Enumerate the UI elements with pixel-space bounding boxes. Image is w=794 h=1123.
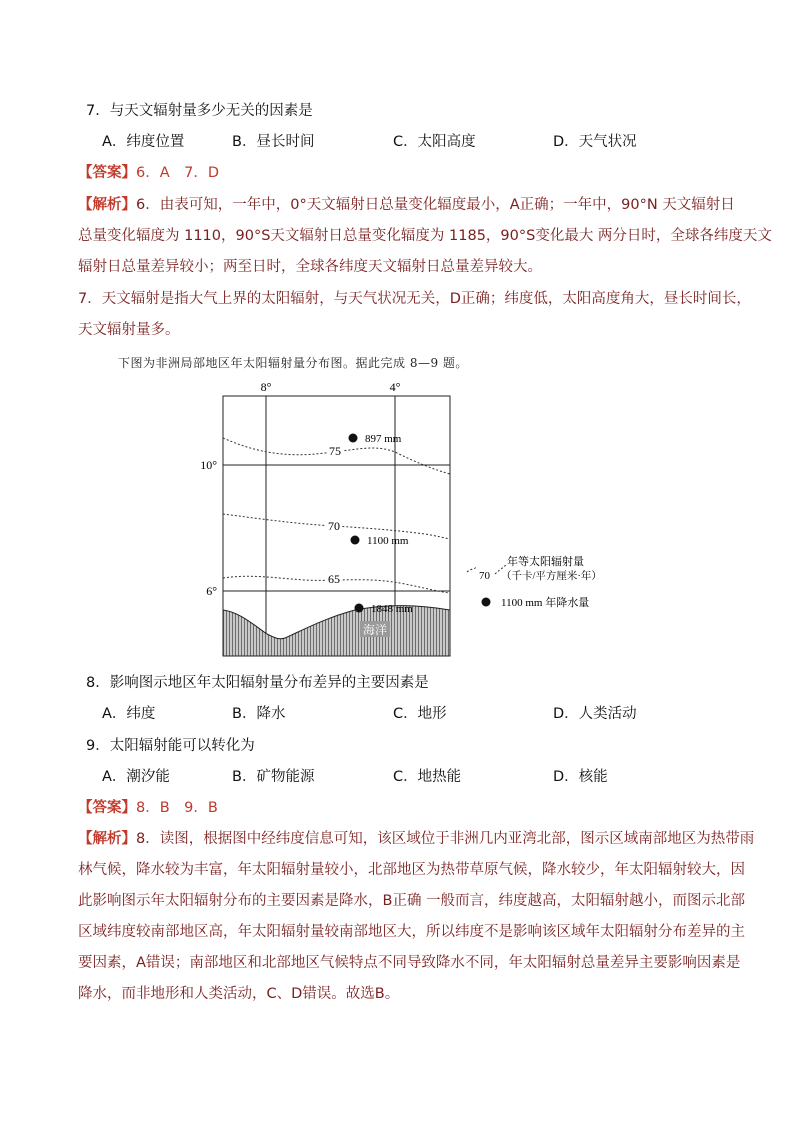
explanation-2-line-6: 降水，而非地形和人类活动，C、D错误。故选B。	[78, 986, 400, 1002]
lat-label-6: 6°	[206, 584, 217, 598]
figure-intro: 下图为非洲局部地区年太阳辐射量分布图。据此完成 8—9 题。	[118, 356, 468, 370]
question-7-stem: 7．与天文辐射量多少无关的因素是	[86, 103, 313, 119]
q8-option-b: B．降水	[232, 706, 286, 722]
q7-option-c: C．太阳高度	[393, 134, 476, 150]
answer-tag: 【答案】	[78, 800, 136, 816]
ocean-area	[223, 606, 450, 657]
answer-text: 8．B 9．B	[136, 800, 218, 816]
q8-option-a: A．纬度	[102, 706, 156, 722]
q8-option-c: C．地形	[393, 706, 447, 722]
legend-isoline-sample	[467, 566, 477, 572]
station-dot-1	[349, 434, 358, 443]
explanation-1-line-5: 天文辐射量多。	[78, 322, 180, 338]
lat-label-10: 10°	[200, 458, 217, 472]
answer-tag: 【答案】	[78, 165, 136, 181]
q9-option-c: C．地热能	[393, 769, 462, 785]
answer-block-2	[78, 798, 218, 818]
question-9-stem: 9．太阳辐射能可以转化为	[86, 738, 255, 754]
q9-option-d: D．核能	[553, 769, 608, 785]
explanation-2-line-5: 要因素，A错误；南部地区和北部地区气候特点不同导致降水不同，年太阳辐射总量差异主要影响因素是	[78, 955, 741, 971]
q9-option-a: A．潮汐能	[102, 769, 170, 785]
map-svg	[195, 378, 645, 668]
isoline-label-75: 75	[329, 444, 341, 458]
q7-option-b: B．昼长时间	[232, 134, 315, 150]
station-dot-2	[351, 536, 360, 545]
explanation-2-line-1: 【解析】8．读图，根据图中经纬度信息可知，该区域位于非洲几内亚湾北部，图示区域南部地区为热带雨	[78, 831, 755, 847]
explanation-1-line-4: 7．天文辐射是指大气上界的太阳辐射，与天气状况无关，D正确；纬度低，太阳高度角大，昼长时间长，	[78, 291, 751, 307]
explanation-1-line-1: 【解析】6．由表可知，一年中，0°天文辐射日总量变化辐度最小，A正确；一年中，90°N 天文辐射日	[78, 197, 735, 213]
isoline-label-70: 70	[328, 519, 340, 533]
legend-isoline-title: 年等太阳辐射量	[507, 556, 584, 568]
legend-dot-text: 1100 mm 年降水量	[501, 597, 590, 609]
answer-block-1	[78, 163, 219, 183]
q8-option-d: D．人类活动	[553, 706, 637, 722]
station-label-1: 897 mm	[365, 433, 402, 445]
legend-dot	[482, 598, 491, 607]
answer-text: 6．A 7．D	[136, 165, 220, 181]
q9-option-b: B．矿物能源	[232, 769, 315, 785]
station-dot-3	[355, 604, 364, 613]
solar-radiation-map	[195, 378, 645, 668]
explanation-tag: 【解析】	[78, 831, 136, 847]
lon-label-8: 8°	[260, 380, 272, 394]
legend-isoline-value: 70	[479, 570, 490, 582]
station-label-3: 1848 mm	[371, 603, 413, 615]
explanation-2-line-3: 此影响图示年太阳辐射分布的主要因素是降水，B正确 一般而言，纬度越高，太阳辐射越小，而图示北部	[78, 893, 746, 909]
explanation-2-line-4: 区域纬度较南部地区高，年太阳辐射量较南部地区大，所以纬度不是影响该区域年太阳辐射分布差异的主	[78, 924, 745, 940]
q7-option-d: D．天气状况	[553, 134, 637, 150]
legend-isoline-unit: （千卡/平方厘米·年）	[501, 571, 602, 582]
question-8-stem: 8．影响图示地区年太阳辐射量分布差异的主要因素是	[86, 675, 429, 691]
lon-label-4: 4°	[389, 380, 401, 394]
station-label-2: 1100 mm	[367, 535, 409, 547]
explanation-1-line-2: 总量变化辐度为 1110，90°S天文辐射日总量变化辐度为 1185，90°S变化最大 两分日时，全球各纬度天文	[78, 228, 772, 244]
isoline-label-65: 65	[328, 572, 340, 586]
q7-option-a: A．纬度位置	[102, 134, 185, 150]
explanation-1-line-3: 辐射日总量差异较小；两至日时，全球各纬度天文辐射日总量差异较大。	[78, 259, 542, 275]
ocean-label: 海洋	[362, 623, 388, 637]
explanation-tag: 【解析】	[78, 197, 136, 213]
explanation-2-line-2: 林气候，降水较为丰富，年太阳辐射量较小，北部地区为热带草原气候，降水较少，年太阳辐射较大，因	[78, 862, 745, 878]
